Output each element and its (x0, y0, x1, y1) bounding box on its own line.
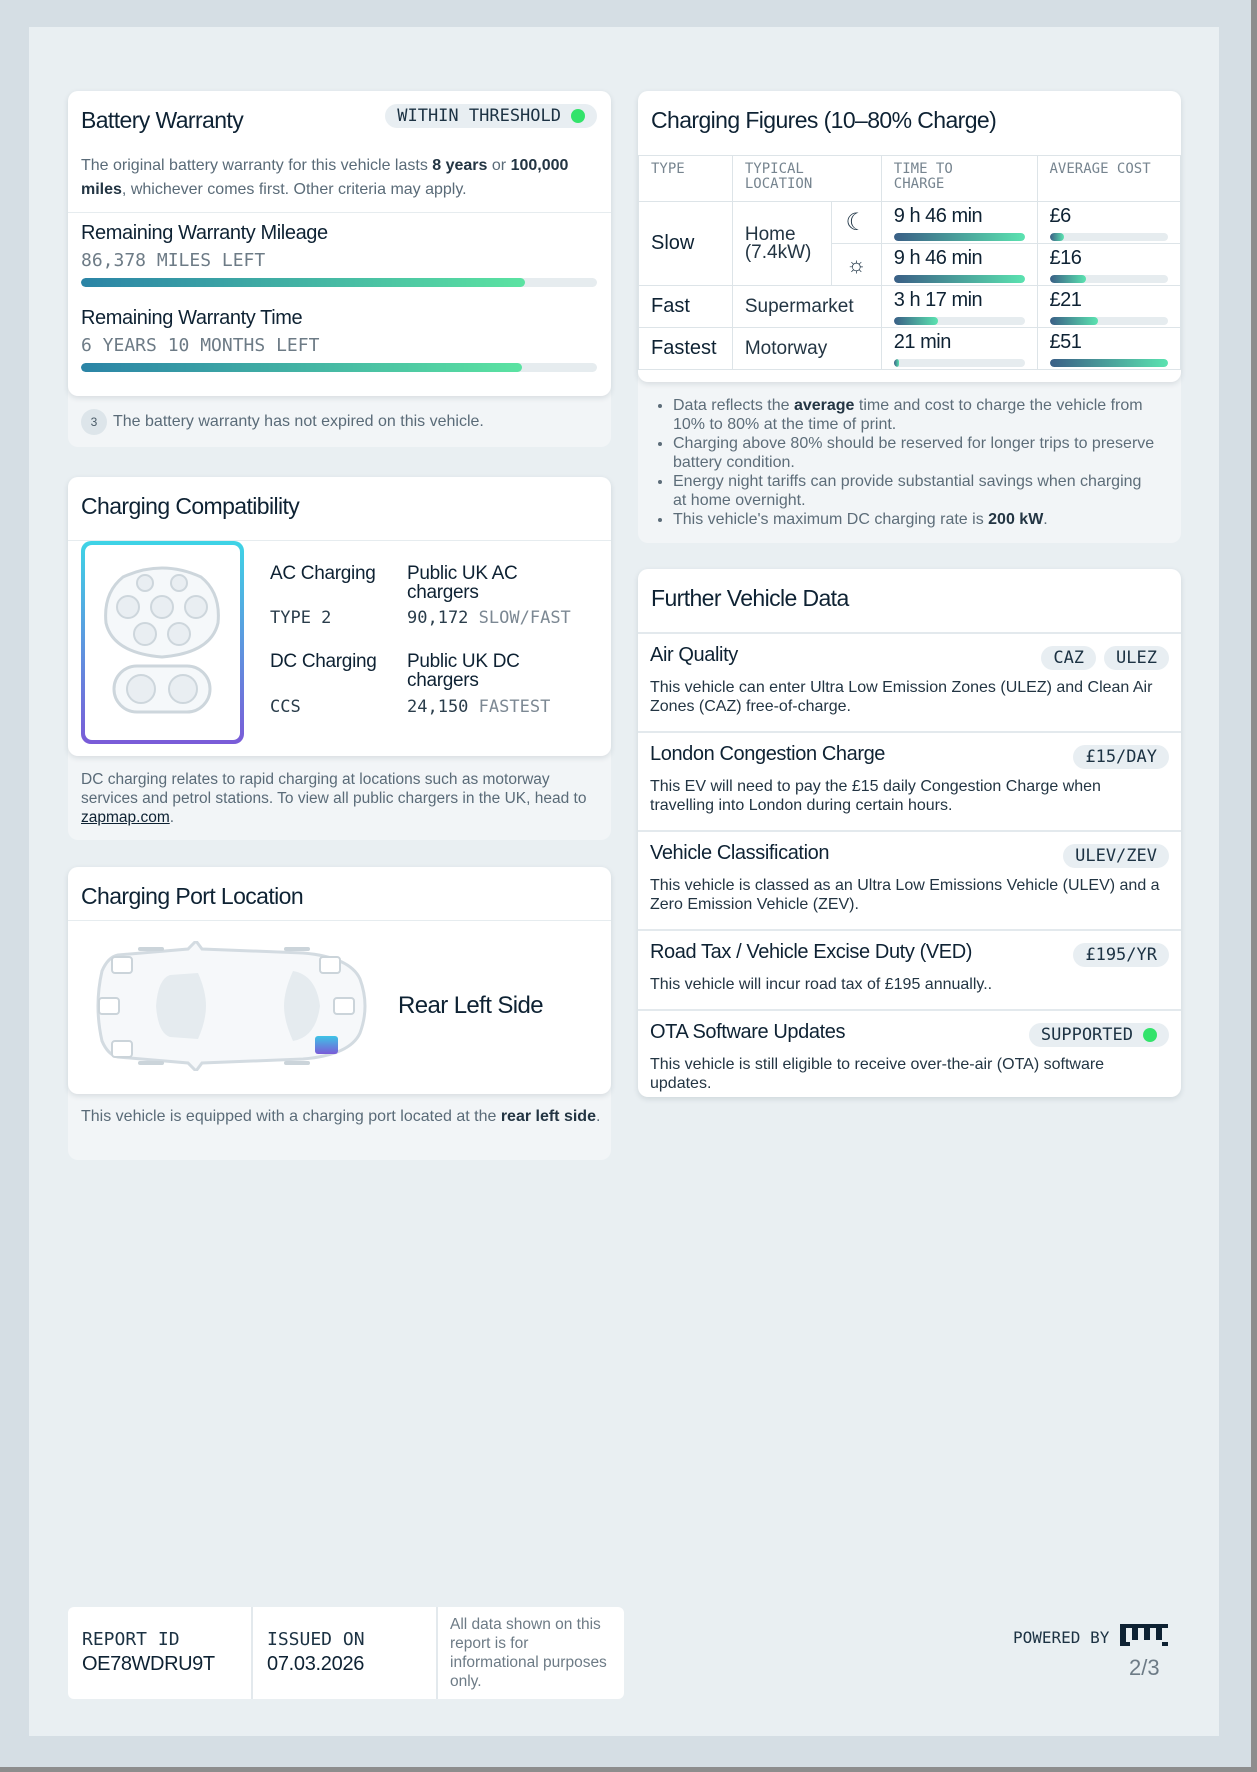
row-location: Home (7.4kW) (732, 202, 831, 286)
car-top-view-icon (88, 941, 373, 1071)
table-row (639, 202, 1181, 244)
further-data-title: Further Vehicle Data (651, 585, 849, 611)
battery-warranty-title: Battery Warranty (81, 107, 244, 133)
cost-bar (1050, 317, 1169, 325)
time-bar (894, 233, 1025, 241)
warranty-footnote: 3 The battery warranty has not expired on this vehicle. (81, 409, 484, 435)
bottom-edge (0, 1767, 1257, 1772)
further-data-row (638, 929, 1181, 1009)
row-label: Vehicle Classification (650, 842, 830, 864)
dc-charging-type: CCS (270, 697, 301, 717)
row-label: London Congestion Charge (650, 743, 886, 765)
row-desc: This vehicle is still eligible to receive over-the-air (OTA) software updates. (650, 1056, 1105, 1092)
row-time: 3 h 17 min (893, 288, 983, 311)
header-type: TYPE (639, 156, 733, 202)
ulez-tag: ULEZ (1104, 646, 1169, 670)
row-label: Air Quality (650, 644, 738, 666)
row-desc: This vehicle is classed as an Ultra Low Emissions Vehicle (ULEV) and a Zero Emission Vehicle (ZEV). (650, 877, 1160, 913)
time-bar (894, 317, 1025, 325)
public-ac-label: Public UK AC chargers (407, 563, 518, 603)
dc-charging-label: DC Charging (270, 651, 377, 672)
charging-port-card (68, 867, 611, 1160)
cost-bar (1050, 275, 1169, 283)
cost-bar (1050, 233, 1169, 241)
issued-on-label: ISSUED ON (267, 1629, 365, 1650)
further-data-row (638, 830, 1181, 929)
type2-ccs-connector-icon (85, 545, 240, 740)
row-type: Fast (639, 286, 733, 328)
zapmap-link[interactable]: zapmap.com (81, 809, 170, 826)
sun-icon: ☼ (831, 244, 881, 286)
row-cost: £6 (1049, 204, 1071, 227)
further-data-row (638, 632, 1181, 731)
time-bar (894, 359, 1025, 367)
cost-bar (1050, 359, 1169, 367)
header-cost: AVERAGE COST (1037, 156, 1181, 202)
status-dot-icon (1143, 1028, 1157, 1042)
row-time: 9 h 46 min (893, 246, 983, 269)
further-data-row (638, 1009, 1181, 1097)
row-cost: £21 (1049, 288, 1082, 311)
report-id-label: REPORT ID (82, 1629, 180, 1650)
charging-compat-title: Charging Compatibility (81, 493, 300, 519)
row-cost: £16 (1049, 246, 1082, 269)
time-bar (894, 275, 1025, 283)
page-number: 2/3 (1129, 1655, 1160, 1680)
warranty-status-text: WITHIN THRESHOLD (397, 106, 561, 126)
row-type: Slow (639, 202, 733, 286)
warranty-mileage-bar (81, 278, 597, 287)
port-location-value: Rear Left Side (398, 992, 544, 1019)
charging-figures-table (638, 155, 1181, 370)
congestion-tag: £15/DAY (1073, 745, 1169, 769)
brand-logo-icon (1120, 1624, 1168, 1646)
warranty-status-badge (385, 104, 597, 128)
warranty-time-value: 6 YEARS 10 MONTHS LEFT (81, 335, 320, 356)
public-dc-value: 24,150 FASTEST (407, 697, 551, 717)
table-row (639, 328, 1181, 370)
row-location: Supermarket (732, 286, 881, 328)
row-location: Motorway (732, 328, 881, 370)
ota-status-tag: SUPPORTED (1029, 1023, 1169, 1047)
port-location-note: This vehicle is equipped with a charging port located at the rear left side. (81, 1108, 601, 1125)
list-item: • Charging above 80% should be reserved for longer trips to preserve battery condition. (673, 434, 1156, 472)
warranty-time-bar (81, 363, 597, 372)
status-dot-icon (571, 109, 585, 123)
warranty-time-label: Remaining Warranty Time (81, 307, 303, 329)
public-dc-label: Public UK DC chargers (407, 651, 520, 691)
table-header-row (639, 156, 1181, 202)
further-vehicle-data-card (638, 569, 1181, 1097)
report-id: OE78WDRU9T (82, 1653, 215, 1675)
caz-tag: CAZ (1041, 646, 1096, 670)
row-label: Road Tax / Vehicle Excise Duty (VED) (650, 941, 973, 963)
footnote-number-badge: 3 (81, 409, 107, 435)
header-location: TYPICAL LOCATION (732, 156, 881, 202)
ac-charging-type: TYPE 2 (270, 608, 332, 628)
dc-charging-note: DC charging relates to rapid charging at locations such as motorway services and petrol stations. To view all public chargers in the UK, head to zapmap.com. (81, 771, 587, 826)
disclaimer: All data shown on this report is for informational purposes only. (450, 1616, 607, 1690)
charging-figures-card (638, 91, 1181, 543)
further-data-row (638, 731, 1181, 830)
battery-warranty-card (68, 91, 611, 447)
list-item: • Energy night tariffs can provide substantial savings when charging at home overnight. (673, 472, 1156, 510)
warranty-mileage-value: 86,378 MILES LEFT (81, 250, 266, 271)
charging-notes-list (651, 396, 1156, 529)
scrollbar-edge (1251, 0, 1257, 1772)
list-item: • This vehicle's maximum DC charging rate is 200 kW. (673, 510, 1156, 529)
row-time: 21 min (893, 330, 951, 353)
ac-charging-label: AC Charging (270, 563, 376, 584)
header-time: TIME TO CHARGE (881, 156, 1037, 202)
row-desc: This EV will need to pay the £15 daily Congestion Charge when travelling into London during certain hours. (650, 778, 1101, 814)
charging-compatibility-card (68, 477, 611, 840)
powered-by-label: POWERED BY (1013, 1628, 1110, 1647)
charging-figures-title: Charging Figures (10–80% Charge) (651, 107, 997, 133)
public-ac-value: 90,172 SLOW/FAST (407, 608, 571, 628)
moon-icon: ☾ (831, 202, 881, 244)
warranty-mileage-label: Remaining Warranty Mileage (81, 222, 328, 244)
table-row (639, 286, 1181, 328)
row-desc: This vehicle can enter Ultra Low Emission Zones (ULEZ) and Clean Air Zones (CAZ) free-of-charge. (650, 679, 1153, 715)
row-desc: This vehicle will incur road tax of £195 annually.. (650, 976, 993, 993)
road-tax-tag: £195/YR (1073, 943, 1169, 967)
row-time: 9 h 46 min (893, 204, 983, 227)
row-label: OTA Software Updates (650, 1021, 846, 1043)
warranty-description: The original battery warranty for this vehicle lasts 8 years or 100,000 miles, whichever comes first. Other criteria may apply. (81, 157, 569, 198)
classification-tag: ULEV/ZEV (1063, 844, 1169, 868)
row-cost: £51 (1049, 330, 1082, 353)
row-type: Fastest (639, 328, 733, 370)
list-item: • Data reflects the average time and cost to charge the vehicle from 10% to 80% at the time of print. (673, 396, 1156, 434)
report-page (29, 27, 1219, 1736)
port-location-title: Charging Port Location (81, 883, 304, 909)
connector-diagram (81, 541, 244, 744)
report-footer (68, 1607, 624, 1699)
issued-on-date: 07.03.2026 (267, 1653, 365, 1675)
